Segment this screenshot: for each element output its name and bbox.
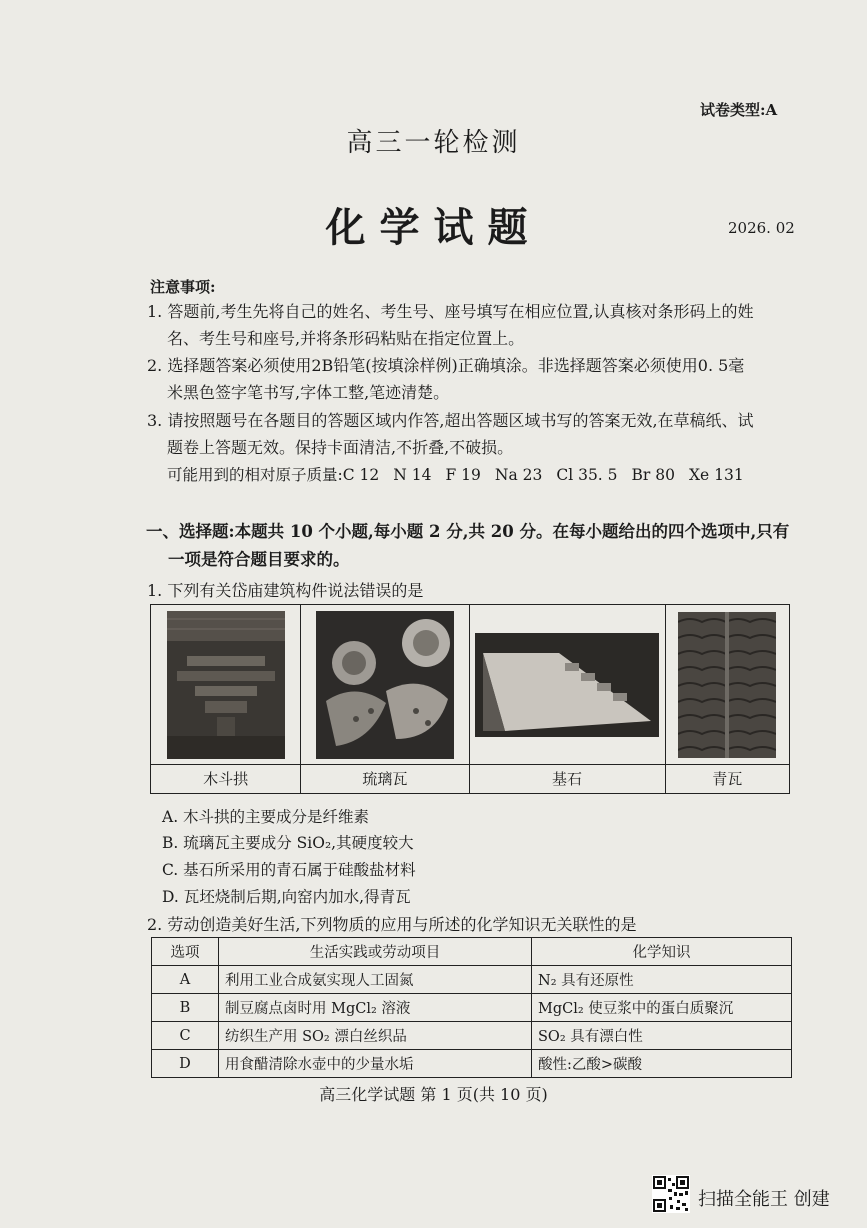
image-caption: 琉璃瓦 bbox=[301, 764, 468, 793]
section-line: 一、选择题:本题共 10 个小题,每小题 2 分,共 20 分。在每小题给出的四个选项中,只有 bbox=[146, 522, 790, 541]
notice-line: 3. 请按照题号在各题目的答题区域内作答,超出答题区域书写的答案无效,在草稿纸、试 bbox=[147, 411, 754, 430]
mass-item: C 12 bbox=[342, 466, 380, 484]
image-caption: 木斗拱 bbox=[151, 764, 300, 793]
gray-tile-image bbox=[666, 605, 789, 764]
section-line: 一项是符合题目要求的。 bbox=[168, 550, 350, 569]
image-caption: 基石 bbox=[470, 764, 665, 793]
image-cell bbox=[301, 605, 469, 793]
option-c: C. 基石所采用的青石属于硅酸盐材料 bbox=[162, 861, 416, 879]
mass-item: Br 80 bbox=[631, 466, 675, 484]
wood-bracket-image bbox=[151, 605, 300, 764]
image-caption: 青瓦 bbox=[666, 764, 789, 793]
table-cell: C bbox=[152, 1022, 219, 1050]
table-cell: N₂ 具有还原性 bbox=[532, 966, 792, 994]
notice-item bbox=[147, 407, 797, 461]
section-heading bbox=[146, 518, 806, 574]
table-row bbox=[152, 994, 792, 1022]
image-cell bbox=[666, 605, 789, 793]
table-row bbox=[152, 966, 792, 994]
exam-type: 试卷类型:A bbox=[700, 101, 778, 119]
table-cell: 利用工业合成氨实现人工固氮 bbox=[219, 966, 532, 994]
table-header: 选项 bbox=[152, 938, 219, 966]
table-cell: 用食醋清除水壶中的少量水垢 bbox=[219, 1050, 532, 1078]
question-2-stem: 2. 劳动创造美好生活,下列物质的应用与所述的化学知识无关联性的是 bbox=[147, 915, 637, 934]
question-1-stem: 1. 下列有关岱庙建筑构件说法错误的是 bbox=[147, 581, 424, 600]
table-cell: B bbox=[152, 994, 219, 1022]
notice-title: 注意事项: bbox=[150, 278, 216, 296]
notice-item bbox=[147, 352, 797, 406]
exam-title: 化学试题 bbox=[325, 204, 542, 251]
notice-item bbox=[147, 298, 797, 352]
exam-date: 2026. 02 bbox=[728, 219, 795, 237]
glazed-tile-image bbox=[301, 605, 468, 764]
mass-item: Cl 35. 5 bbox=[556, 466, 618, 484]
table-cell: 酸性:乙酸>碳酸 bbox=[532, 1050, 792, 1078]
table-cell: A bbox=[152, 966, 219, 994]
option-b: B. 琉璃瓦主要成分 SiO₂,其硬度较大 bbox=[162, 834, 414, 852]
masses-label: 可能用到的相对原子质量: bbox=[167, 466, 343, 484]
mass-item: F 19 bbox=[445, 466, 481, 484]
table-row bbox=[152, 1022, 792, 1050]
question-2-table bbox=[151, 937, 792, 1078]
foundation-stone-image bbox=[470, 605, 665, 764]
table-cell: MgCl₂ 使豆浆中的蛋白质聚沉 bbox=[532, 994, 792, 1022]
image-cell bbox=[151, 605, 301, 793]
notice-line: 米黑色签字笔书写,字体工整,笔迹清楚。 bbox=[167, 383, 450, 402]
table-header: 生活实践或劳动项目 bbox=[219, 938, 532, 966]
atomic-masses bbox=[167, 463, 758, 485]
table-cell: D bbox=[152, 1050, 219, 1078]
table-header-row bbox=[152, 938, 792, 966]
table-cell: SO₂ 具有漂白性 bbox=[532, 1022, 792, 1050]
notice-line: 1. 答题前,考生先将自己的姓名、考生号、座号填写在相应位置,认真核对条形码上的姓 bbox=[147, 302, 754, 321]
table-header: 化学知识 bbox=[532, 938, 792, 966]
mass-item: Xe 131 bbox=[688, 466, 744, 484]
image-cell bbox=[470, 605, 666, 793]
scanner-watermark: 扫描全能王 创建 bbox=[698, 1189, 830, 1210]
qr-code-icon bbox=[652, 1175, 690, 1217]
building-images-table bbox=[150, 604, 790, 794]
mass-item: N 14 bbox=[393, 466, 432, 484]
exam-subtitle: 高三一轮检测 bbox=[346, 128, 521, 158]
notice-line: 名、考生号和座号,并将条形码粘贴在指定位置上。 bbox=[167, 329, 525, 348]
page-footer: 高三化学试题 第 1 页(共 10 页) bbox=[319, 1085, 548, 1104]
option-d: D. 瓦坯烧制后期,向窑内加水,得青瓦 bbox=[162, 888, 411, 906]
table-cell: 制豆腐点卤时用 MgCl₂ 溶液 bbox=[219, 994, 532, 1022]
mass-item: Na 23 bbox=[494, 466, 543, 484]
option-a: A. 木斗拱的主要成分是纤维素 bbox=[162, 808, 370, 826]
table-cell: 纺织生产用 SO₂ 漂白丝织品 bbox=[219, 1022, 532, 1050]
notice-line: 2. 选择题答案必须使用2B铅笔(按填涂样例)正确填涂。非选择题答案必须使用0. 5毫 bbox=[147, 356, 745, 375]
notice-line: 题卷上答题无效。保持卡面清洁,不折叠,不破损。 bbox=[167, 438, 514, 457]
table-row bbox=[152, 1050, 792, 1078]
